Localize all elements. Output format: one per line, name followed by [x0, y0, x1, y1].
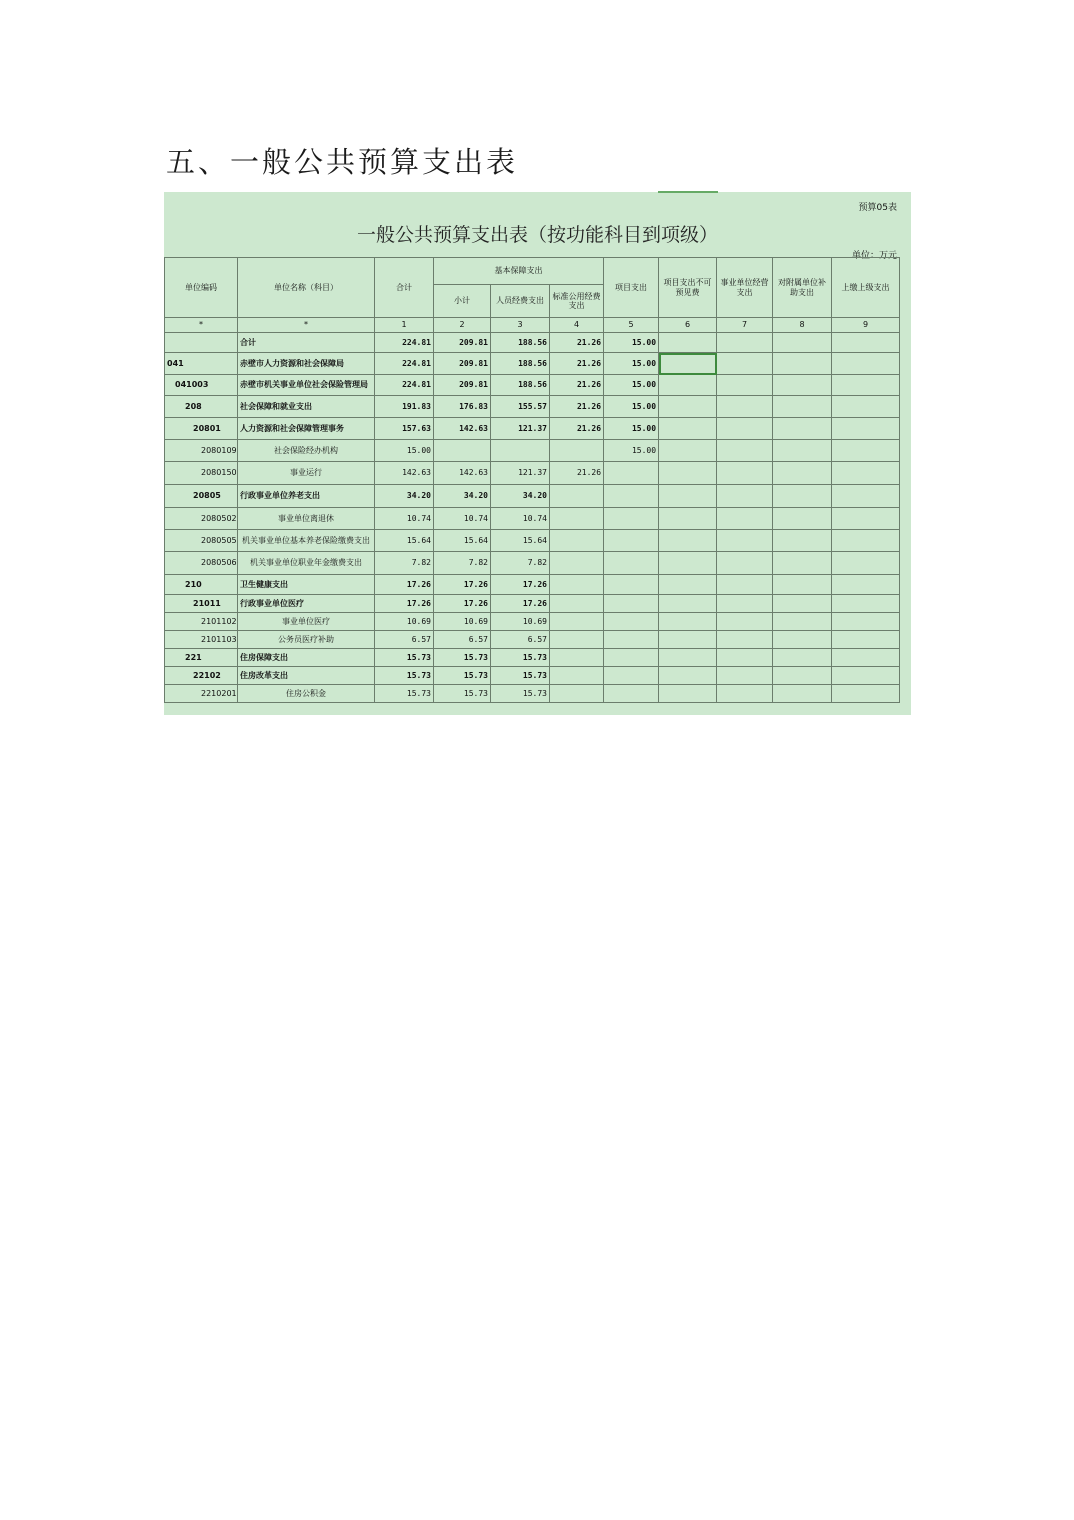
row-value[interactable] [832, 353, 900, 375]
row-value[interactable] [717, 613, 773, 631]
row-value[interactable] [773, 418, 832, 440]
row-value[interactable] [832, 530, 900, 552]
index-row [165, 318, 900, 333]
row-value[interactable] [832, 631, 900, 649]
header-subsidy: 对附属单位补助支出 [773, 258, 832, 318]
row-value[interactable]: 6.57 [434, 631, 491, 649]
row-value[interactable] [773, 613, 832, 631]
row-value[interactable] [717, 595, 773, 613]
row-code[interactable]: 2101103 [165, 631, 238, 649]
row-value[interactable] [832, 462, 900, 485]
row-value[interactable] [604, 685, 659, 703]
row-value[interactable]: 21.26 [550, 333, 604, 353]
row-value[interactable]: 21.26 [550, 353, 604, 375]
row-value[interactable]: 15.00 [604, 333, 659, 353]
row-value[interactable] [717, 552, 773, 575]
row-value[interactable]: 142.63 [434, 462, 491, 485]
row-value[interactable]: 10.74 [491, 508, 550, 530]
row-code[interactable]: 2101102 [165, 613, 238, 631]
row-code[interactable]: 2080502 [165, 508, 238, 530]
row-name[interactable]: 赤壁市机关事业单位社会保险管理局 [238, 375, 375, 396]
row-value[interactable] [717, 462, 773, 485]
index-cell: 2 [434, 318, 491, 333]
row-value[interactable] [550, 613, 604, 631]
row-value[interactable] [773, 353, 832, 375]
row-value[interactable] [604, 667, 659, 685]
row-value[interactable]: 121.37 [491, 418, 550, 440]
row-code[interactable]: 20801 [165, 418, 238, 440]
row-value[interactable]: 34.20 [375, 485, 434, 508]
row-value[interactable] [717, 333, 773, 353]
table-row [165, 631, 900, 649]
row-value[interactable]: 224.81 [375, 353, 434, 375]
row-value[interactable]: 17.26 [491, 575, 550, 595]
row-name[interactable]: 社会保险经办机构 [238, 440, 375, 462]
table-row [165, 552, 900, 575]
row-name[interactable]: 住房公积金 [238, 685, 375, 703]
header-superior: 上缴上级支出 [832, 258, 900, 318]
row-value[interactable]: 224.81 [375, 333, 434, 353]
row-value[interactable]: 15.73 [491, 685, 550, 703]
table-title: 一般公共预算支出表（按功能科目到项级） [356, 224, 718, 246]
row-value[interactable]: 7.82 [491, 552, 550, 575]
row-value[interactable] [832, 418, 900, 440]
row-value[interactable]: 191.83 [375, 396, 434, 418]
row-name[interactable]: 事业单位离退休 [238, 508, 375, 530]
row-value[interactable] [773, 552, 832, 575]
spreadsheet [164, 192, 911, 715]
row-value[interactable]: 10.74 [434, 508, 491, 530]
row-value[interactable] [773, 462, 832, 485]
row-value[interactable]: 121.37 [491, 462, 550, 485]
row-value[interactable] [832, 649, 900, 667]
row-value[interactable] [832, 552, 900, 575]
row-value[interactable] [550, 575, 604, 595]
row-value[interactable] [659, 508, 717, 530]
index-cell: 1 [375, 318, 434, 333]
table-row [165, 375, 900, 396]
row-value[interactable] [659, 333, 717, 353]
row-value[interactable] [550, 440, 604, 462]
index-cell: 6 [659, 318, 717, 333]
row-value[interactable]: 15.64 [375, 530, 434, 552]
table-row [165, 440, 900, 462]
row-name[interactable]: 住房改革支出 [238, 667, 375, 685]
row-value[interactable] [604, 613, 659, 631]
row-name[interactable]: 行政事业单位医疗 [238, 595, 375, 613]
row-value[interactable]: 15.00 [604, 418, 659, 440]
row-value[interactable] [550, 685, 604, 703]
row-value[interactable] [773, 575, 832, 595]
table-row [165, 685, 900, 703]
header-unit-name: 单位名称（科目） [238, 258, 375, 318]
row-value[interactable] [832, 333, 900, 353]
index-cell: 5 [604, 318, 659, 333]
header-personnel: 人员经费支出 [491, 285, 550, 318]
row-code[interactable]: 208 [165, 396, 238, 418]
header-unforeseen: 项目支出不可预见费 [659, 258, 717, 318]
row-value[interactable]: 15.73 [434, 667, 491, 685]
row-name[interactable]: 机关事业单位基本养老保险缴费支出 [238, 530, 375, 552]
row-value[interactable]: 15.73 [491, 649, 550, 667]
row-value[interactable] [717, 575, 773, 595]
row-value[interactable]: 17.26 [375, 595, 434, 613]
row-value[interactable]: 34.20 [434, 485, 491, 508]
row-value[interactable]: 157.63 [375, 418, 434, 440]
row-value[interactable] [832, 508, 900, 530]
index-cell: 4 [550, 318, 604, 333]
row-value[interactable] [550, 631, 604, 649]
row-value[interactable]: 142.63 [434, 418, 491, 440]
row-value[interactable] [659, 595, 717, 613]
row-value[interactable] [832, 375, 900, 396]
row-code[interactable]: 2210201 [165, 685, 238, 703]
row-value[interactable]: 6.57 [491, 631, 550, 649]
row-value[interactable] [717, 440, 773, 462]
row-value[interactable]: 142.63 [375, 462, 434, 485]
row-value[interactable] [717, 375, 773, 396]
row-value[interactable] [659, 418, 717, 440]
row-value[interactable] [717, 508, 773, 530]
row-value[interactable] [659, 685, 717, 703]
header-basic-group: 基本保障支出 [434, 258, 604, 285]
column-selection-indicator [658, 191, 718, 193]
row-value[interactable] [717, 631, 773, 649]
row-value[interactable] [604, 595, 659, 613]
index-cell: 3 [491, 318, 550, 333]
table-row [165, 508, 900, 530]
row-name[interactable]: 事业单位医疗 [238, 613, 375, 631]
row-value[interactable]: 15.64 [491, 530, 550, 552]
row-value[interactable]: 34.20 [491, 485, 550, 508]
row-value[interactable] [773, 530, 832, 552]
header-unit-code: 单位编码 [165, 258, 238, 318]
row-value[interactable] [832, 396, 900, 418]
index-cell: 7 [717, 318, 773, 333]
row-name[interactable]: 机关事业单位职业年金缴费支出 [238, 552, 375, 575]
row-name[interactable]: 社会保障和就业支出 [238, 396, 375, 418]
row-name[interactable]: 行政事业单位养老支出 [238, 485, 375, 508]
row-value[interactable] [604, 631, 659, 649]
row-code[interactable] [165, 333, 238, 353]
row-value[interactable] [832, 613, 900, 631]
row-value[interactable] [832, 595, 900, 613]
table-row [165, 485, 900, 508]
row-value[interactable] [832, 667, 900, 685]
row-value[interactable] [659, 462, 717, 485]
row-value[interactable] [832, 575, 900, 595]
table-row [165, 333, 900, 353]
row-value[interactable] [604, 530, 659, 552]
row-value[interactable]: 15.73 [434, 685, 491, 703]
row-value[interactable]: 176.83 [434, 396, 491, 418]
row-value[interactable] [717, 685, 773, 703]
row-value[interactable] [717, 649, 773, 667]
row-value[interactable]: 15.73 [375, 685, 434, 703]
row-name[interactable]: 合计 [238, 333, 375, 353]
row-name[interactable]: 住房保障支出 [238, 649, 375, 667]
header-public: 标准公用经费支出 [550, 285, 604, 318]
row-value[interactable] [604, 552, 659, 575]
row-value[interactable]: 17.26 [491, 595, 550, 613]
row-value[interactable]: 17.26 [434, 595, 491, 613]
row-value[interactable] [550, 667, 604, 685]
row-value[interactable]: 10.69 [491, 613, 550, 631]
row-value[interactable]: 6.57 [375, 631, 434, 649]
row-value[interactable] [659, 613, 717, 631]
row-value[interactable] [604, 485, 659, 508]
row-value[interactable] [659, 485, 717, 508]
unit-label: 单位：万元 [851, 251, 897, 261]
row-value[interactable] [659, 396, 717, 418]
row-value[interactable] [491, 440, 550, 462]
row-code[interactable]: 041003 [165, 375, 238, 396]
row-value[interactable] [604, 649, 659, 667]
row-code[interactable]: 20805 [165, 485, 238, 508]
row-value[interactable] [659, 530, 717, 552]
row-code[interactable]: 21011 [165, 595, 238, 613]
row-value[interactable]: 21.26 [550, 462, 604, 485]
row-value[interactable]: 155.57 [491, 396, 550, 418]
row-value[interactable] [550, 508, 604, 530]
row-value[interactable]: 7.82 [375, 552, 434, 575]
row-value[interactable] [717, 353, 773, 375]
row-value[interactable]: 188.56 [491, 333, 550, 353]
row-value[interactable]: 15.00 [604, 396, 659, 418]
row-code[interactable]: 210 [165, 575, 238, 595]
row-value[interactable] [832, 685, 900, 703]
row-code[interactable]: 2080150 [165, 462, 238, 485]
row-name[interactable]: 赤壁市人力资源和社会保障局 [238, 353, 375, 375]
row-value[interactable] [604, 462, 659, 485]
row-value[interactable] [550, 595, 604, 613]
row-value[interactable]: 15.73 [434, 649, 491, 667]
row-value[interactable] [550, 485, 604, 508]
row-value[interactable]: 10.69 [375, 613, 434, 631]
row-value[interactable] [659, 631, 717, 649]
table-code: 预算05表 [858, 203, 897, 213]
row-name[interactable]: 事业运行 [238, 462, 375, 485]
row-value[interactable]: 15.73 [375, 667, 434, 685]
row-value[interactable] [773, 508, 832, 530]
row-value[interactable] [550, 552, 604, 575]
row-value[interactable] [659, 649, 717, 667]
row-value[interactable]: 10.69 [434, 613, 491, 631]
row-value[interactable]: 21.26 [550, 418, 604, 440]
index-cell: 9 [832, 318, 900, 333]
row-value[interactable]: 15.73 [491, 667, 550, 685]
table-row [165, 649, 900, 667]
row-name[interactable]: 卫生健康支出 [238, 575, 375, 595]
table-row [165, 575, 900, 595]
row-value[interactable]: 17.26 [434, 575, 491, 595]
row-value[interactable] [773, 667, 832, 685]
header-business: 事业单位经营支出 [717, 258, 773, 318]
row-name[interactable]: 人力资源和社会保障管理事务 [238, 418, 375, 440]
table-row [165, 353, 900, 375]
row-value[interactable] [773, 649, 832, 667]
row-value[interactable]: 7.82 [434, 552, 491, 575]
row-value[interactable]: 15.00 [375, 440, 434, 462]
row-value[interactable] [659, 440, 717, 462]
table-row [165, 418, 900, 440]
row-name[interactable]: 公务员医疗补助 [238, 631, 375, 649]
table-row [165, 530, 900, 552]
table-row [165, 667, 900, 685]
index-cell: * [238, 318, 375, 333]
row-value[interactable]: 15.00 [604, 353, 659, 375]
row-value[interactable]: 21.26 [550, 375, 604, 396]
row-value[interactable] [773, 631, 832, 649]
row-value[interactable] [659, 375, 717, 396]
page-heading: 五、一般公共预算支出表 [166, 145, 519, 179]
row-value[interactable] [832, 485, 900, 508]
header-total: 合计 [375, 258, 434, 318]
budget-table [164, 257, 900, 703]
row-value[interactable]: 10.74 [375, 508, 434, 530]
row-code[interactable]: 041 [165, 353, 238, 375]
row-value[interactable] [717, 530, 773, 552]
row-value[interactable]: 209.81 [434, 333, 491, 353]
row-value[interactable] [659, 353, 717, 375]
row-value[interactable] [659, 552, 717, 575]
row-value[interactable]: 209.81 [434, 353, 491, 375]
table-row [165, 396, 900, 418]
row-value[interactable] [604, 575, 659, 595]
header-subtotal: 小计 [434, 285, 491, 318]
row-value[interactable] [659, 575, 717, 595]
table-row [165, 462, 900, 485]
row-value[interactable] [717, 667, 773, 685]
row-value[interactable]: 15.64 [434, 530, 491, 552]
row-value[interactable] [773, 685, 832, 703]
row-value[interactable] [832, 440, 900, 462]
index-cell: * [165, 318, 238, 333]
row-value[interactable]: 188.56 [491, 353, 550, 375]
row-value[interactable]: 15.73 [375, 649, 434, 667]
index-cell: 8 [773, 318, 832, 333]
row-value[interactable] [659, 667, 717, 685]
table-row [165, 613, 900, 631]
row-value[interactable] [773, 375, 832, 396]
row-value[interactable] [773, 595, 832, 613]
row-code[interactable]: 2080505 [165, 530, 238, 552]
row-value[interactable] [717, 418, 773, 440]
row-code[interactable]: 221 [165, 649, 238, 667]
table-row [165, 595, 900, 613]
row-value[interactable] [550, 649, 604, 667]
header-project: 项目支出 [604, 258, 659, 318]
row-value[interactable]: 188.56 [491, 375, 550, 396]
row-value[interactable]: 224.81 [375, 375, 434, 396]
row-code[interactable]: 2080506 [165, 552, 238, 575]
row-value[interactable]: 15.00 [604, 375, 659, 396]
row-value[interactable] [773, 396, 832, 418]
row-value[interactable] [773, 333, 832, 353]
row-value[interactable]: 15.00 [604, 440, 659, 462]
row-code[interactable]: 22102 [165, 667, 238, 685]
row-value[interactable] [550, 530, 604, 552]
row-value[interactable] [717, 485, 773, 508]
row-value[interactable] [773, 485, 832, 508]
row-value[interactable] [717, 396, 773, 418]
row-value[interactable]: 21.26 [550, 396, 604, 418]
row-value[interactable]: 209.81 [434, 375, 491, 396]
row-value[interactable] [773, 440, 832, 462]
row-code[interactable]: 2080109 [165, 440, 238, 462]
row-value[interactable] [604, 508, 659, 530]
row-value[interactable]: 17.26 [375, 575, 434, 595]
row-value[interactable] [434, 440, 491, 462]
